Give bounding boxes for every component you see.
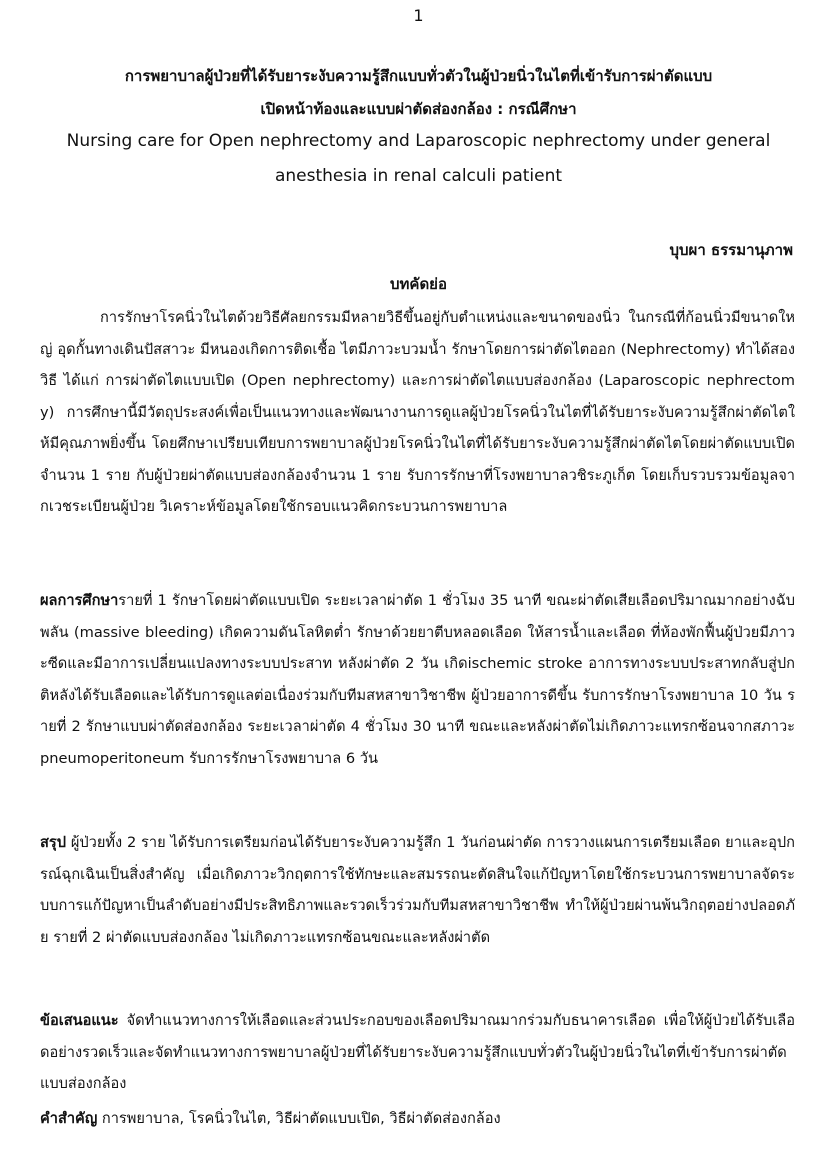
english-title-line-1: Nursing care for Open nephrectomy and Laparoscopic nephrectomy under general xyxy=(66,131,771,151)
thai-title-line-1: การพยาบาลผู้ป่วยที่ได้รับยาระงับความรู้สึกแบบทั่วตัวในผู้ป่วยนิ่วในไตที่เข้ารับการผ่าตัดแบบ xyxy=(124,67,713,85)
suggestion-paragraph xyxy=(40,1005,795,1100)
abstract-heading: บทคัดย่อ xyxy=(390,275,447,293)
keywords-paragraph xyxy=(40,1103,795,1135)
keywords-label: คำสำคัญ xyxy=(40,1110,98,1127)
keywords-text: การพยาบาล, โรคนิ่วในไต, วิธีผ่าตัดแบบเปิด, วิธีผ่าตัดส่องกล้อง xyxy=(97,1110,501,1127)
results-text: รายที่ 1 รักษาโดยผ่าตัดแบบเปิด ระยะเวลาผ่าตัด 1 ชั่วโมง 35 นาที ขณะผ่าตัดเสียเลือดปริมาณมากอย่างฉับพลัน (massive bleeding) เกิดความดันโลหิตต่ำ รักษาด้วยยาตีบหลอดเลือด ให้สารน้ำและเลือด ที่ห้องพักฟื้นผู้ป่วยมีภาวะซีดและมีอาการเปลี่ยนแปลงทางระบบประสาท หลังผ่าตัด 2 วัน เกิดischemic stroke อาการทางระบบประสาทกลับสู่ปกติหลังได้รับเลือดและได้รับการดูแลต่อเนื่องร่วมกับทีมสหสาขาวิชาชีพ ผู้ป่วยอาการดีขึ้น รับการรักษาโรงพยาบาล 10 วัน รายที่ 2 รักษาแบบผ่าตัดส่องกล้อง ระยะเวลาผ่าตัด 4 ชั่วโมง 30 นาที ขณะและหลังผ่าตัดไม่เกิดภาวะแทรกซ้อนจากสภาวะ pneumoperitoneum รับการรักษาโรงพยาบาล 6 วัน xyxy=(40,592,795,767)
conclusion-label: สรุป xyxy=(40,834,67,851)
suggestion-label: ข้อเสนอแนะ xyxy=(40,1012,119,1029)
results-label: ผลการศึกษา xyxy=(40,592,119,609)
results-paragraph xyxy=(40,585,795,774)
author-name: บุบผา ธรรมานุภาพ xyxy=(669,241,793,259)
thai-title-line-2: เปิดหน้าท้องและแบบผ่าตัดส่องกล้อง : กรณีศึกษา xyxy=(260,100,577,118)
suggestion-text: จัดทำแนวทางการให้เลือดและส่วนประกอบของเลือดปริมาณมากร่วมกับธนาคารเลือด เพื่อให้ผู้ป่วยได้รับเลือดอย่างรวดเร็วและจัดทำแนวทางการพยาบาลผู้ป่วยที่ได้รับยาระงับความรู้สึกแบบทั่วตัวในผู้ป่วยนิ่วในไตที่เข้ารับการผ่าตัดแบบส่องกล้อง xyxy=(40,1012,795,1092)
page-number: 1 xyxy=(413,6,424,25)
conclusion-paragraph xyxy=(40,827,795,953)
abstract-paragraph: การรักษาโรคนิ่วในไตด้วยวิธีศัลยกรรมมีหลายวิธีขึ้นอยู่กับตำแหน่งและขนาดของนิ่ว ในกรณีที่ก้อนนิ่วมีขนาดใหญ่ อุดกั้นทางเดินปัสสาวะ มีหนองเกิดการติดเชื้อ ไตมีภาวะบวมน้ำ รักษาโดยการผ่าตัดไตออก (Nephrectomy) ทำได้สองวิธี ได้แก่ การผ่าตัดไตแบบเปิด (Open nephrectomy) และการผ่าตัดไตแบบส่องกล้อง (Laparoscopic nephrectomy) การศึกษานี้มีวัตถุประสงค์เพื่อเป็นแนวทางและพัฒนางานการดูแลผู้ป่วยโรคนิ่วในไตที่ได้รับยาระงับความรู้สึกผ่าตัดไตให้มีคุณภาพยิ่งขึ้น โดยศึกษาเปรียบเทียบการพยาบาลผู้ป่วยโรคนิ่วในไตที่ได้รับยาระงับความรู้สึกผ่าตัดไตโดยผ่าตัดแบบเปิด จำนวน 1 ราย กับผู้ป่วยผ่าตัดแบบส่องกล้องจำนวน 1 ราย รับการรักษาที่โรงพยาบาลวชิระภูเก็ต โดยเก็บรวบรวมข้อมูลจากเวชระเบียนผู้ป่วย วิเคราะห์ข้อมูลโดยใช้กรอบแนวคิดกระบวนการพยาบาล xyxy=(40,309,795,515)
english-title-line-2: anesthesia in renal calculi patient xyxy=(274,166,563,186)
conclusion-text: ผู้ป่วยทั้ง 2 ราย ได้รับการเตรียมก่อนได้รับยาระงับความรู้สึก 1 วันก่อนผ่าตัด การวางแผนการเตรียมเลือด ยาและอุปกรณ์ฉุกเฉินเป็นสิ่งสำคัญ เมื่อเกิดภาวะวิกฤตการใช้ทักษะและสมรรถนะตัดสินใจแก้ปัญหาโดยใช้กระบวนการพยาบาลจัดระบบการแก้ปัญหาเป็นลำดับอย่างมีประสิทธิภาพและรวดเร็วร่วมกับทีมสหสาขาวิชาชีพ ทำให้ผู้ป่วยผ่านพ้นวิกฤตอย่างปลอดภัย รายที่ 2 ผ่าตัดแบบส่องกล้อง ไม่เกิดภาวะแทรกซ้อนขณะและหลังผ่าตัด xyxy=(40,834,795,946)
